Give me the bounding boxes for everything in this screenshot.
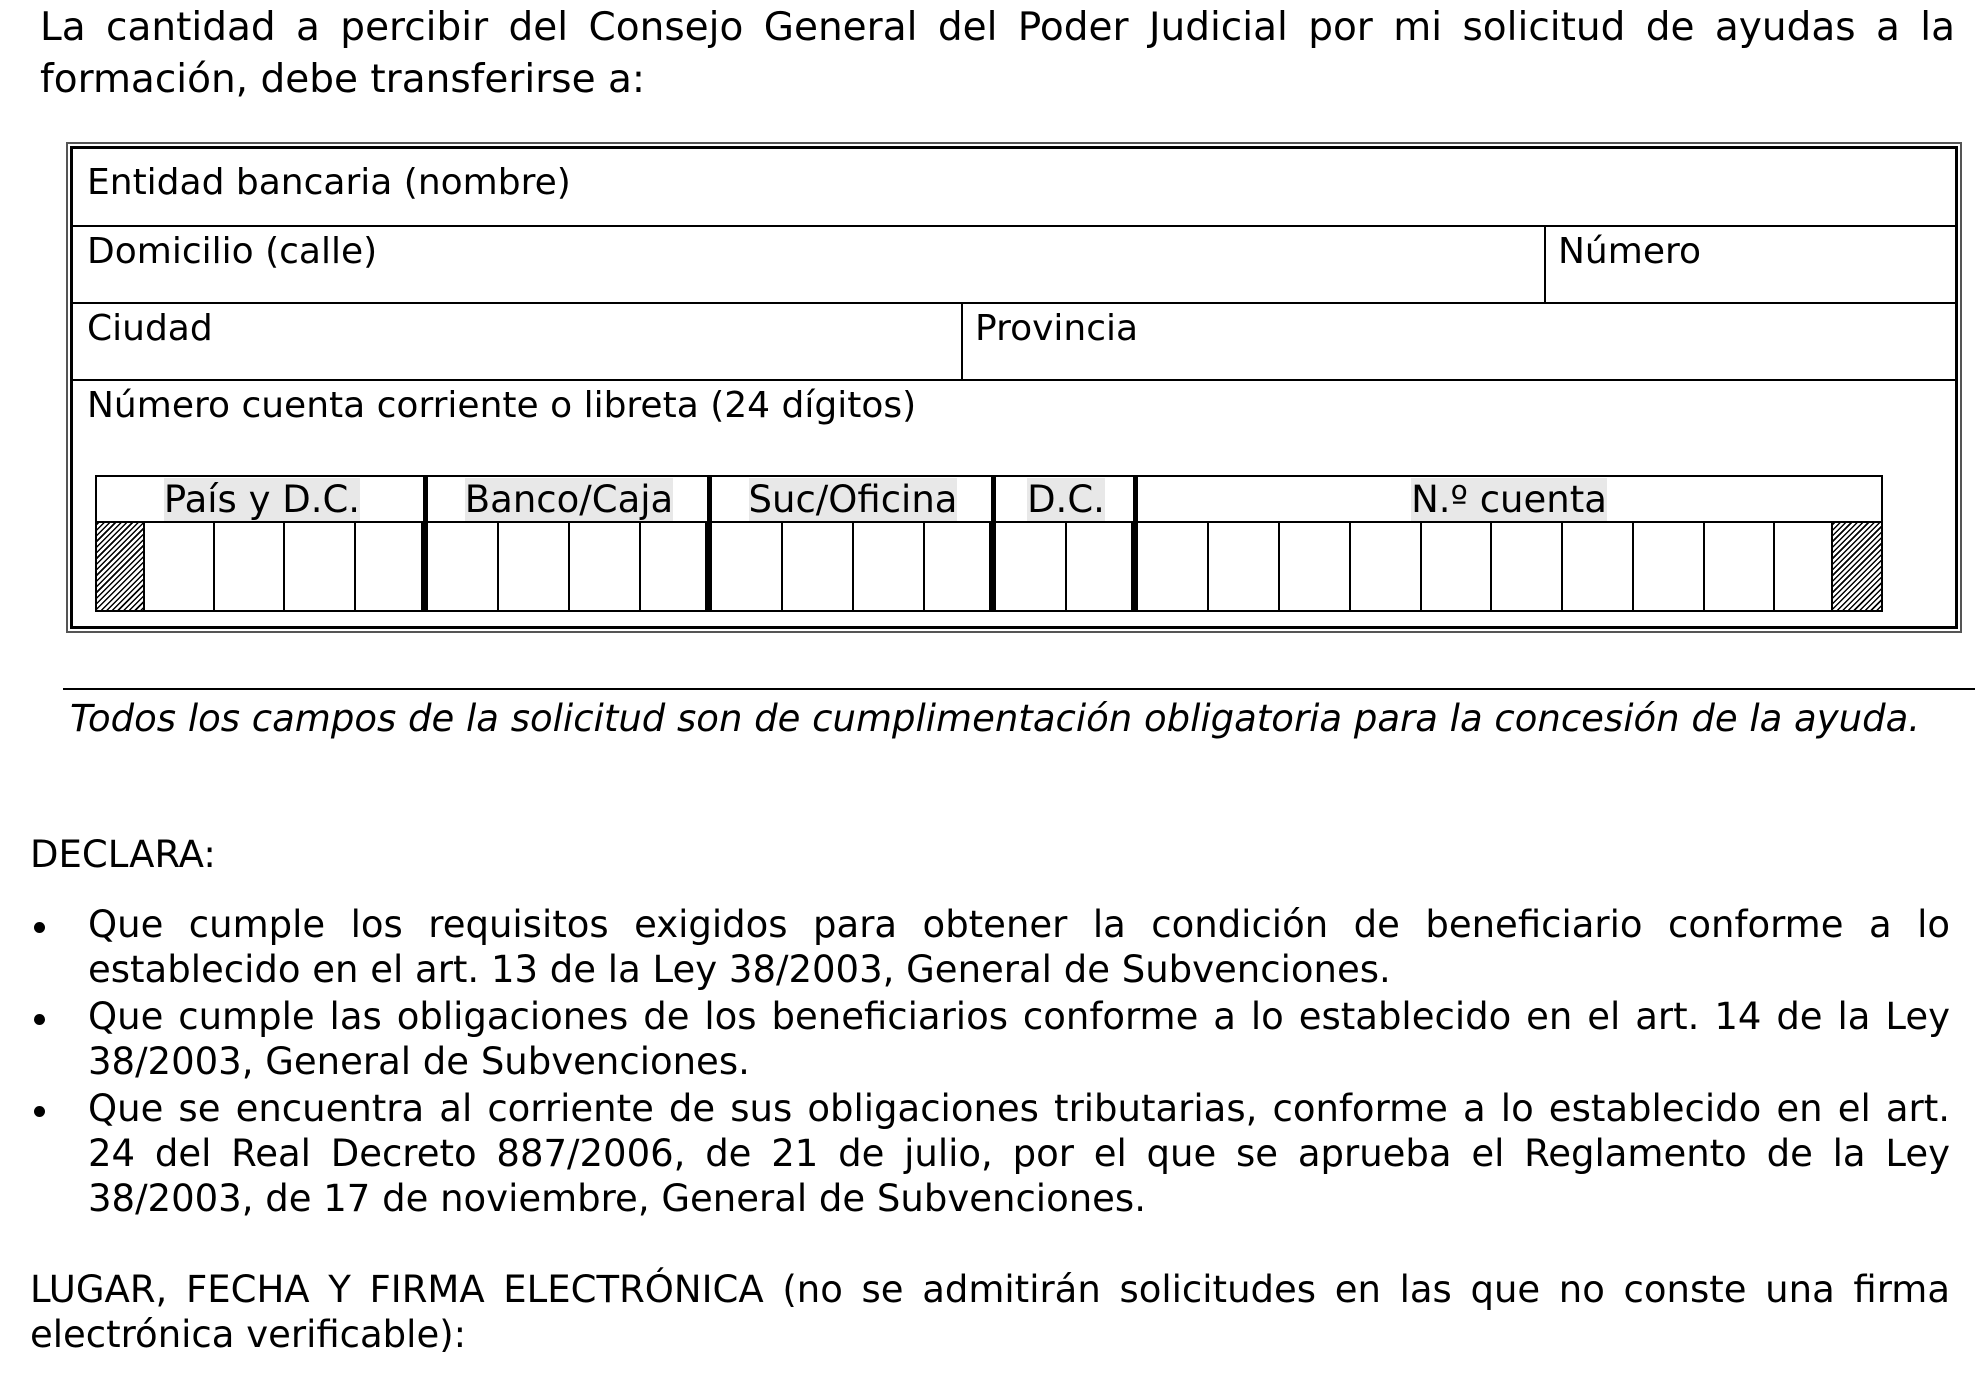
row-divider bbox=[73, 225, 1955, 227]
digit-cell[interactable] bbox=[1775, 523, 1833, 610]
signature-instruction: LUGAR, FECHA Y FIRMA ELECTRÓNICA (no se admitirán solicitudes en las que no conste una firma electrónica verificable): bbox=[30, 1268, 1950, 1356]
group-header-sucursal: Suc/Oficina bbox=[711, 477, 995, 523]
digit-cell[interactable] bbox=[1138, 523, 1209, 610]
group-header-cuenta: N.º cuenta bbox=[1137, 477, 1881, 523]
declaration-item: Que cumple las obligaciones de los beneficiarios conforme a lo establecido en el art. 14 de la Ley 38/2003, General de Subvenciones. bbox=[30, 994, 1950, 1084]
digit-cell[interactable] bbox=[570, 523, 641, 610]
row-divider bbox=[73, 302, 1955, 304]
group-header-banco: Banco/Caja bbox=[427, 477, 711, 523]
bullet-icon bbox=[34, 1106, 45, 1117]
declara-heading: DECLARA: bbox=[30, 833, 216, 876]
digit-cell[interactable] bbox=[854, 523, 925, 610]
digit-cell[interactable] bbox=[1209, 523, 1280, 610]
digit-cell-shaded bbox=[1833, 523, 1881, 610]
digit-cell[interactable] bbox=[925, 523, 991, 610]
bullet-icon bbox=[34, 1014, 45, 1025]
group-header-dc: D.C. bbox=[995, 477, 1137, 523]
digit-cell[interactable] bbox=[1351, 523, 1422, 610]
digit-cell[interactable] bbox=[285, 523, 356, 610]
bullet-icon bbox=[34, 922, 45, 933]
digit-cell[interactable] bbox=[1067, 523, 1133, 610]
digit-cell[interactable] bbox=[641, 523, 707, 610]
declaration-item: Que cumple los requisitos exigidos para obtener la condición de beneficiario conforme a lo establecido en el art. 13 de la Ley 38/2003, General de Subvenciones. bbox=[30, 902, 1950, 992]
digit-cell[interactable] bbox=[1422, 523, 1492, 610]
col-divider bbox=[961, 302, 963, 379]
digit-cell[interactable] bbox=[1563, 523, 1634, 610]
mandatory-note: Todos los campos de la solicitud son de cumplimentación obligatoria para la concesión de la ayuda. bbox=[70, 697, 1920, 740]
digit-cell[interactable] bbox=[215, 523, 285, 610]
digit-cell[interactable] bbox=[783, 523, 854, 610]
col-divider bbox=[1544, 225, 1546, 302]
declarations-list bbox=[30, 902, 1950, 1223]
entidad-bancaria-field[interactable]: Entidad bancaria (nombre) bbox=[87, 162, 571, 203]
account-number-grid bbox=[95, 475, 1883, 612]
horizontal-rule bbox=[63, 688, 1975, 690]
digit-cell-shaded bbox=[97, 523, 145, 610]
numero-field[interactable]: Número bbox=[1558, 231, 1701, 272]
domicilio-field[interactable]: Domicilio (calle) bbox=[87, 231, 378, 272]
digit-cell[interactable] bbox=[1705, 523, 1775, 610]
cuenta-label: Número cuenta corriente o libreta (24 dígitos) bbox=[87, 385, 917, 426]
digit-cell[interactable] bbox=[712, 523, 783, 610]
group-header-pais: País y D.C. bbox=[97, 477, 427, 523]
ciudad-field[interactable]: Ciudad bbox=[87, 308, 213, 349]
row-divider bbox=[73, 379, 1955, 381]
provincia-field[interactable]: Provincia bbox=[975, 308, 1139, 349]
digit-cell[interactable] bbox=[145, 523, 215, 610]
digit-cell[interactable] bbox=[1280, 523, 1351, 610]
digit-cell[interactable] bbox=[1492, 523, 1563, 610]
digit-cell[interactable] bbox=[1634, 523, 1705, 610]
intro-paragraph: La cantidad a percibir del Consejo General del Poder Judicial por mi solicitud de ayudas a la formación, debe transferirse a: bbox=[40, 5, 1955, 102]
digit-cell[interactable] bbox=[499, 523, 570, 610]
digit-cell[interactable] bbox=[428, 523, 499, 610]
digit-cell[interactable] bbox=[356, 523, 423, 610]
digit-cell[interactable] bbox=[996, 523, 1067, 610]
declaration-item: Que se encuentra al corriente de sus obligaciones tributarias, conforme a lo establecido en el art. 24 del Real Decreto 887/2006, de 21 de julio, por el que se aprueba el Reglamento de la Ley 38/2003, de 17 de noviembre, General de Subvenciones. bbox=[30, 1086, 1950, 1221]
